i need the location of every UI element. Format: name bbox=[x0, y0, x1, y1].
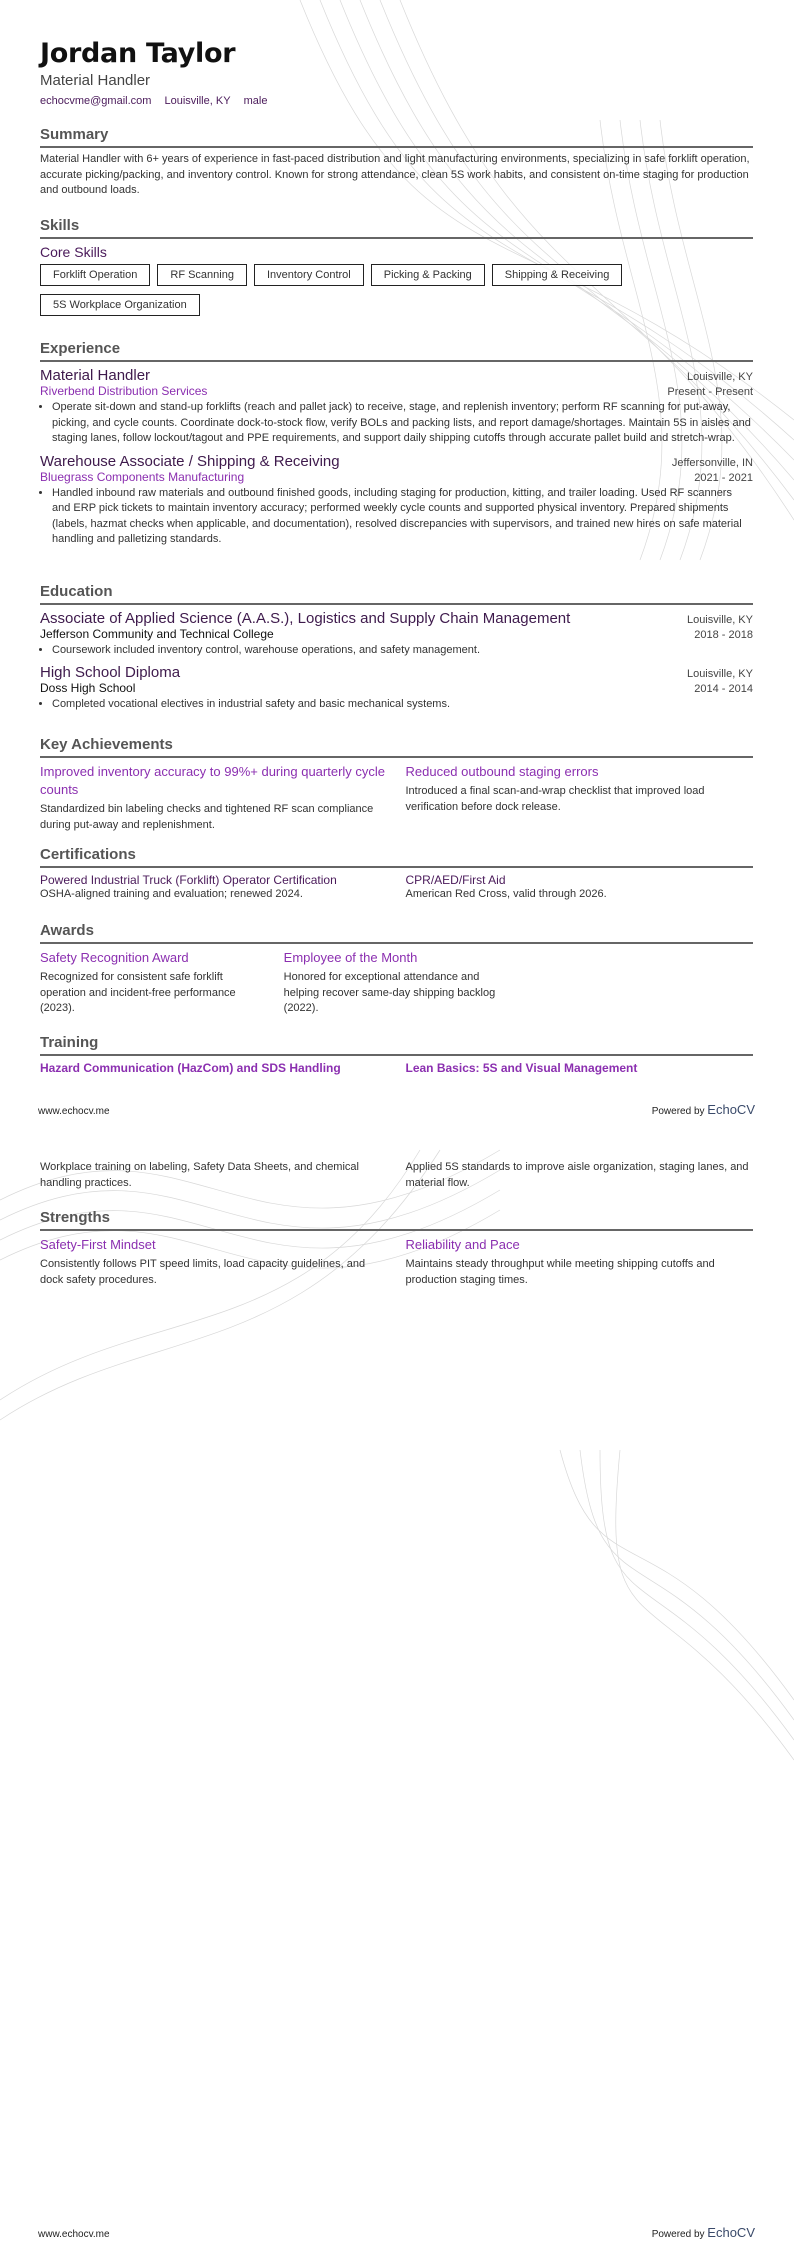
page-footer bbox=[38, 1102, 755, 1117]
company-name: Riverbend Distribution Services bbox=[40, 384, 208, 398]
certification-title: CPR/AED/First Aid bbox=[405, 873, 506, 887]
footer-url[interactable]: www.echocv.me bbox=[38, 2229, 110, 2240]
job-bullet: • Operate sit-down and stand-up forklifts (reach and pallet jack) to receive, stage, and replenish inventory; perform RF scanning for put-away, picking, and cycle counts. Coordinate dock-to-stock flow, verify BOLs and packing lists, and report damage/shortages. Maintain 5S in aisles and staging lanes, follow lockout/tagout and PPE requirements, and support daily shipping cutoffs through accurate pallet build and stretch-wrap. bbox=[52, 400, 753, 447]
education-entry bbox=[40, 610, 753, 659]
education-bullet: • Coursework included inventory control, warehouse operations, and safety management. bbox=[52, 643, 753, 659]
achievement-item bbox=[406, 763, 754, 833]
training-section bbox=[40, 1034, 753, 1075]
award-title: Employee of the Month bbox=[283, 950, 418, 965]
awards-section bbox=[40, 922, 753, 1017]
skills-section bbox=[40, 217, 753, 324]
degree: High School Diploma bbox=[40, 663, 181, 681]
certifications-section bbox=[40, 846, 753, 903]
experience-entry bbox=[40, 453, 753, 548]
strength-item bbox=[406, 1236, 754, 1288]
job-dates: Present - Present bbox=[667, 386, 753, 398]
experience-section bbox=[40, 340, 753, 548]
training-text: Applied 5S standards to improve aisle organization, staging lanes, and material flow. bbox=[405, 1161, 749, 1189]
award-title: Safety Recognition Award bbox=[40, 950, 189, 965]
award-text: Recognized for consistent safe forklift operation and incident-free performance (2023). bbox=[40, 971, 236, 1014]
award-text: Honored for exceptional attendance and helping recover same-day shipping backlog (2022). bbox=[283, 971, 496, 1014]
skills-group-title: Core Skills bbox=[40, 244, 107, 260]
certification-text: American Red Cross, valid through 2026. bbox=[405, 888, 607, 900]
school-location: Louisville, KY bbox=[686, 614, 753, 626]
job-location: Jeffersonville, IN bbox=[671, 456, 753, 469]
achievements-section bbox=[40, 736, 753, 833]
section-heading: Education bbox=[40, 583, 753, 605]
strengths-section bbox=[40, 1209, 753, 1288]
strength-title: Safety-First Mindset bbox=[40, 1237, 156, 1252]
education-bullet: • Completed vocational electives in industrial safety and basic mechanical systems. bbox=[52, 697, 753, 713]
section-heading: Key Achievements bbox=[40, 736, 753, 758]
skill-pill: 5S Workplace Organization bbox=[40, 294, 200, 316]
school-name: Doss High School bbox=[40, 680, 136, 695]
school-name: Jefferson Community and Technical College bbox=[40, 627, 274, 641]
training-title: Lean Basics: 5S and Visual Management bbox=[405, 1061, 638, 1075]
education-section bbox=[40, 583, 753, 712]
section-heading: Skills bbox=[40, 217, 753, 239]
degree: Associate of Applied Science (A.A.S.), Logistics and Supply Chain Management bbox=[40, 610, 571, 627]
strength-text: Maintains steady throughput while meeting shipping cutoffs and production staging times. bbox=[405, 1258, 715, 1286]
section-heading: Training bbox=[40, 1034, 753, 1056]
skill-pill: Forklift Operation bbox=[40, 264, 150, 286]
footer-powered bbox=[652, 1102, 755, 1117]
job-title: Material Handler bbox=[40, 367, 151, 384]
contact-location: Louisville, KY bbox=[164, 95, 231, 107]
section-heading: Strengths bbox=[40, 1209, 753, 1231]
job-location: Louisville, KY bbox=[686, 371, 753, 383]
strength-text: Consistently follows PIT speed limits, load capacity guidelines, and dock safety procedures. bbox=[40, 1258, 366, 1286]
footer-powered bbox=[652, 2225, 755, 2240]
footer-brand[interactable]: EchoCV bbox=[707, 2225, 755, 2240]
training-title: Hazard Communication (HazCom) and SDS Handling bbox=[40, 1061, 341, 1075]
certification-title: Powered Industrial Truck (Forklift) Operator Certification bbox=[40, 873, 337, 887]
candidate-title: Material Handler bbox=[40, 72, 151, 89]
school-dates: 2018 - 2018 bbox=[694, 629, 753, 641]
training-continued bbox=[40, 1160, 753, 1191]
skill-pill: Picking & Packing bbox=[371, 264, 485, 286]
experience-entry bbox=[40, 367, 753, 447]
skill-pill: Shipping & Receiving bbox=[492, 264, 623, 286]
company-name: Bluegrass Components Manufacturing bbox=[40, 469, 245, 484]
certification-item bbox=[406, 873, 754, 903]
training-text: Workplace training on labeling, Safety Data Sheets, and chemical handling practices. bbox=[40, 1161, 359, 1189]
footer-brand[interactable]: EchoCV bbox=[707, 1102, 755, 1117]
job-dates: 2021 - 2021 bbox=[694, 471, 753, 484]
education-entry bbox=[40, 664, 753, 713]
job-bullet: • Handled inbound raw materials and outbound finished goods, including staging for production, kitting, and trailer loading. Used RF scanners and ERP pick tickets to maintain inventory accuracy; performed weekly cycle counts and supported physical inventory. Prepared shipments (labels, hazmat checks when applicable, and documentation), resolved discrepancies with supervisors, and trained new hires on safe material handling and palletizing standards. bbox=[52, 486, 753, 548]
powered-by-label: Powered by bbox=[651, 1106, 705, 1117]
school-dates: 2014 - 2014 bbox=[694, 682, 753, 695]
candidate-name: Jordan Taylor bbox=[40, 38, 236, 69]
skill-pill: Inventory Control bbox=[254, 264, 364, 286]
summary-text: Material Handler with 6+ years of experience in fast-paced distribution and light manufacturing environments, specializing in safe forklift operation, accurate picking/packing, and inventory control. Known for strong attendance, clean 5S work habits, and consistent on-time staging for production and outbound loads. bbox=[40, 153, 750, 196]
contact-gender: male bbox=[243, 95, 268, 107]
page-footer bbox=[38, 2225, 755, 2240]
section-heading: Certifications bbox=[40, 846, 753, 868]
certification-text: OSHA-aligned training and evaluation; renewed 2024. bbox=[40, 888, 303, 900]
job-title: Warehouse Associate / Shipping & Receiving bbox=[40, 452, 340, 470]
section-heading: Experience bbox=[40, 340, 753, 362]
achievement-text: Introduced a final scan-and-wrap checklist that improved load verification before dock release. bbox=[405, 785, 705, 813]
skill-pill: RF Scanning bbox=[157, 264, 247, 286]
achievement-title: Improved inventory accuracy to 99%+ during quarterly cycle counts bbox=[40, 764, 386, 797]
section-heading: Summary bbox=[40, 126, 753, 148]
achievement-text: Standardized bin labeling checks and tightened RF scan compliance during put-away and replenishment. bbox=[40, 803, 374, 831]
powered-by-label: Powered by bbox=[651, 2229, 705, 2240]
school-location: Louisville, KY bbox=[686, 667, 753, 680]
achievement-item bbox=[40, 763, 388, 833]
summary-section bbox=[40, 126, 753, 199]
award-item bbox=[40, 949, 266, 1017]
contact-email[interactable]: echocvme@gmail.com bbox=[40, 95, 152, 107]
contact-line bbox=[40, 95, 277, 107]
strength-title: Reliability and Pace bbox=[405, 1237, 520, 1252]
skill-pills bbox=[40, 264, 753, 324]
certification-item bbox=[40, 873, 388, 903]
achievement-title: Reduced outbound staging errors bbox=[405, 764, 599, 779]
section-heading: Awards bbox=[40, 922, 753, 944]
strength-item bbox=[40, 1236, 388, 1288]
footer-url[interactable]: www.echocv.me bbox=[38, 1106, 110, 1117]
award-item bbox=[284, 949, 510, 1017]
